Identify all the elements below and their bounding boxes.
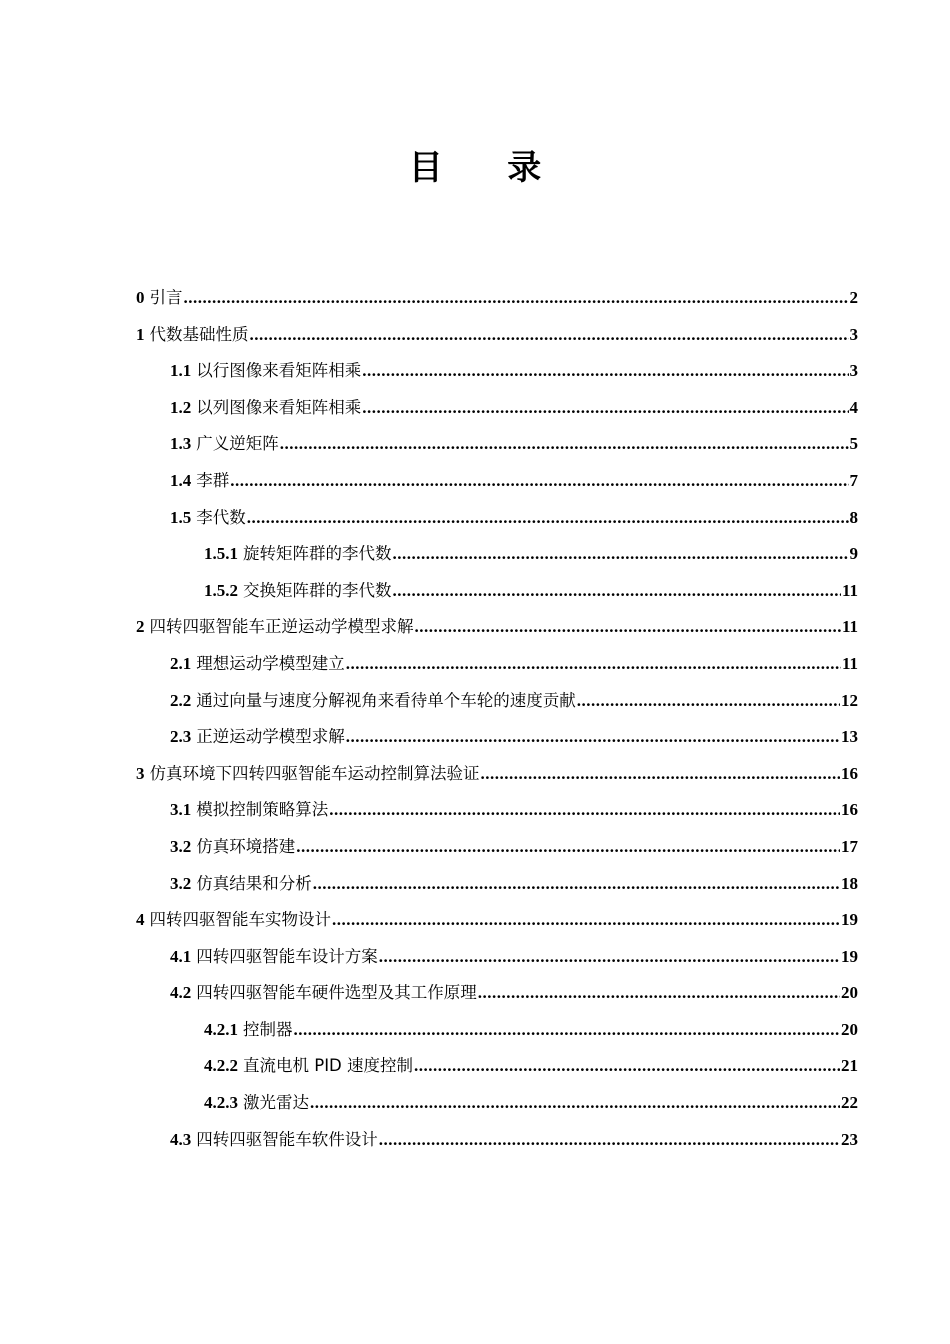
toc-entry-page: 5 [849, 434, 858, 454]
toc-entry-page: 18 [841, 873, 858, 893]
dot-leader [393, 544, 849, 564]
toc-entry[interactable] [136, 760, 858, 797]
toc-entry-label: 旋转矩阵群的李代数 [243, 544, 392, 564]
toc-entry-number: 2 [136, 617, 145, 637]
toc-entry-label: 交换矩阵群的李代数 [243, 580, 392, 600]
toc-entry-page: 16 [841, 763, 858, 783]
toc-entry-number: 1.2 [170, 397, 192, 417]
toc-entry[interactable] [136, 357, 858, 394]
toc-entry-label: 直流电机 PID 速度控制 [243, 1056, 414, 1076]
toc-entry[interactable] [136, 540, 858, 577]
toc-entry-page: 11 [841, 617, 858, 637]
page-title: 目 录 [408, 150, 570, 187]
toc-entry-page: 19 [841, 946, 858, 966]
toc-entry-label: 仿真环境搭建 [196, 836, 296, 856]
toc-entry[interactable] [136, 870, 858, 907]
toc-entry-number: 4.3 [170, 1129, 192, 1149]
toc-entry[interactable] [136, 284, 858, 321]
dot-leader [414, 1056, 840, 1076]
toc-entry-number: 2.2 [170, 690, 192, 710]
toc-entry-label: 仿真结果和分析 [196, 873, 312, 893]
toc-entry[interactable] [136, 796, 858, 833]
toc-entry-page: 20 [841, 1019, 858, 1039]
toc-entry[interactable] [136, 1089, 858, 1126]
toc-entry-number: 3.2 [170, 836, 192, 856]
dot-leader [184, 288, 849, 308]
toc-entry-label: 理想运动学模型建立 [196, 653, 345, 673]
toc-entry-label: 通过向量与速度分解视角来看待单个车轮的速度贡献 [196, 690, 576, 710]
toc-entry-label: 四转四驱智能车硬件选型及其工作原理 [196, 983, 477, 1003]
toc-entry-label: 四转四驱智能车实物设计 [149, 910, 331, 930]
toc-entry-page: 8 [849, 507, 858, 527]
toc-entry-page: 19 [841, 910, 858, 930]
toc-entry-number: 1.5 [170, 507, 192, 527]
dot-leader [481, 764, 841, 784]
dot-leader [362, 398, 848, 418]
toc-entry-number: 1 [136, 324, 145, 344]
dot-leader [296, 837, 840, 857]
toc-entry[interactable] [136, 1052, 858, 1089]
dot-leader [346, 727, 840, 747]
toc-entry[interactable] [136, 613, 858, 650]
toc-entry-number: 4.2.1 [204, 1019, 238, 1039]
dot-leader [247, 508, 849, 528]
toc-entry-number: 3 [136, 763, 145, 783]
toc-entry-label: 四转四驱智能车设计方案 [196, 946, 378, 966]
toc-entry-page: 17 [841, 836, 858, 856]
toc-entry-label: 四转四驱智能车软件设计 [196, 1129, 378, 1149]
toc-entry-number: 2.1 [170, 653, 192, 673]
toc-entry-number: 2.3 [170, 727, 192, 747]
dot-leader [332, 910, 840, 930]
toc-entry-number: 1.1 [170, 361, 192, 381]
toc-entry-label: 仿真环境下四转四驱智能车运动控制算法验证 [149, 763, 480, 783]
toc-entry[interactable] [136, 723, 858, 760]
toc-entry-label: 控制器 [243, 1019, 293, 1039]
toc-entry-page: 11 [841, 580, 858, 600]
toc-entry-label: 广义逆矩阵 [196, 434, 279, 454]
toc-entry[interactable] [136, 504, 858, 541]
table-of-contents [136, 284, 858, 1162]
toc-entry[interactable] [136, 467, 858, 504]
dot-leader [310, 1093, 840, 1113]
toc-entry-number: 0 [136, 288, 145, 307]
toc-entry[interactable] [136, 979, 858, 1016]
toc-entry[interactable] [136, 687, 858, 724]
toc-entry-page: 7 [849, 470, 858, 490]
dot-leader [415, 617, 841, 637]
toc-entry-page: 11 [841, 653, 858, 673]
toc-entry[interactable] [136, 430, 858, 467]
toc-entry-label: 正逆运动学模型求解 [196, 727, 345, 747]
toc-entry-number: 4 [136, 910, 145, 930]
toc-entry-number: 1.5.2 [204, 580, 238, 600]
toc-entry-label: 激光雷达 [243, 1093, 309, 1113]
toc-entry-number: 3.1 [170, 800, 192, 820]
toc-entry-page: 9 [849, 544, 858, 564]
toc-entry-page: 3 [849, 361, 858, 381]
dot-leader [478, 983, 840, 1003]
dot-leader [346, 654, 841, 674]
toc-entry-page: 2 [849, 288, 858, 307]
toc-entry-number: 4.1 [170, 946, 192, 966]
dot-leader [329, 800, 840, 820]
toc-entry-page: 4 [849, 397, 858, 417]
toc-entry-label: 四转四驱智能车正逆运动学模型求解 [149, 617, 414, 637]
dot-leader [280, 434, 849, 454]
toc-entry[interactable] [136, 1126, 858, 1163]
toc-entry-label: 李代数 [196, 507, 246, 527]
toc-entry-label: 以列图像来看矩阵相乘 [196, 397, 362, 417]
toc-entry[interactable] [136, 321, 858, 358]
toc-entry[interactable] [136, 650, 858, 687]
toc-entry-number: 4.2 [170, 983, 192, 1003]
toc-entry-page: 23 [841, 1129, 858, 1149]
toc-entry-page: 16 [841, 800, 858, 820]
toc-entry-page: 13 [841, 727, 858, 747]
toc-entry[interactable] [136, 906, 858, 943]
toc-entry-label: 引言 [149, 288, 183, 307]
dot-leader [294, 1020, 841, 1040]
toc-entry-page: 21 [841, 1056, 858, 1076]
toc-entry-number: 1.4 [170, 470, 192, 490]
dot-leader [362, 361, 848, 381]
toc-entry-number: 1.5.1 [204, 544, 238, 564]
toc-entry-label: 以行图像来看矩阵相乘 [196, 361, 362, 381]
toc-entry[interactable] [136, 943, 858, 980]
dot-leader [379, 1130, 840, 1150]
dot-leader [230, 471, 848, 491]
toc-entry-page: 20 [841, 983, 858, 1003]
toc-entry-page: 12 [841, 690, 858, 710]
toc-entry-number: 3.2 [170, 873, 192, 893]
dot-leader [577, 691, 840, 711]
toc-entry[interactable] [136, 833, 858, 870]
dot-leader [313, 874, 840, 894]
toc-entry-label: 模拟控制策略算法 [196, 800, 329, 820]
dot-leader [379, 947, 840, 967]
toc-entry[interactable] [136, 1016, 858, 1053]
dot-leader [393, 581, 841, 601]
toc-entry-number: 4.2.3 [204, 1093, 238, 1113]
toc-entry-number: 1.3 [170, 434, 192, 454]
toc-entry-label: 代数基础性质 [149, 324, 249, 344]
toc-entry-number: 4.2.2 [204, 1056, 238, 1076]
toc-entry[interactable] [136, 394, 858, 431]
toc-entry-page: 22 [841, 1093, 858, 1113]
dot-leader [250, 325, 849, 345]
toc-entry-label: 李群 [196, 470, 230, 490]
toc-entry-page: 3 [849, 324, 858, 344]
toc-entry[interactable] [136, 577, 858, 614]
